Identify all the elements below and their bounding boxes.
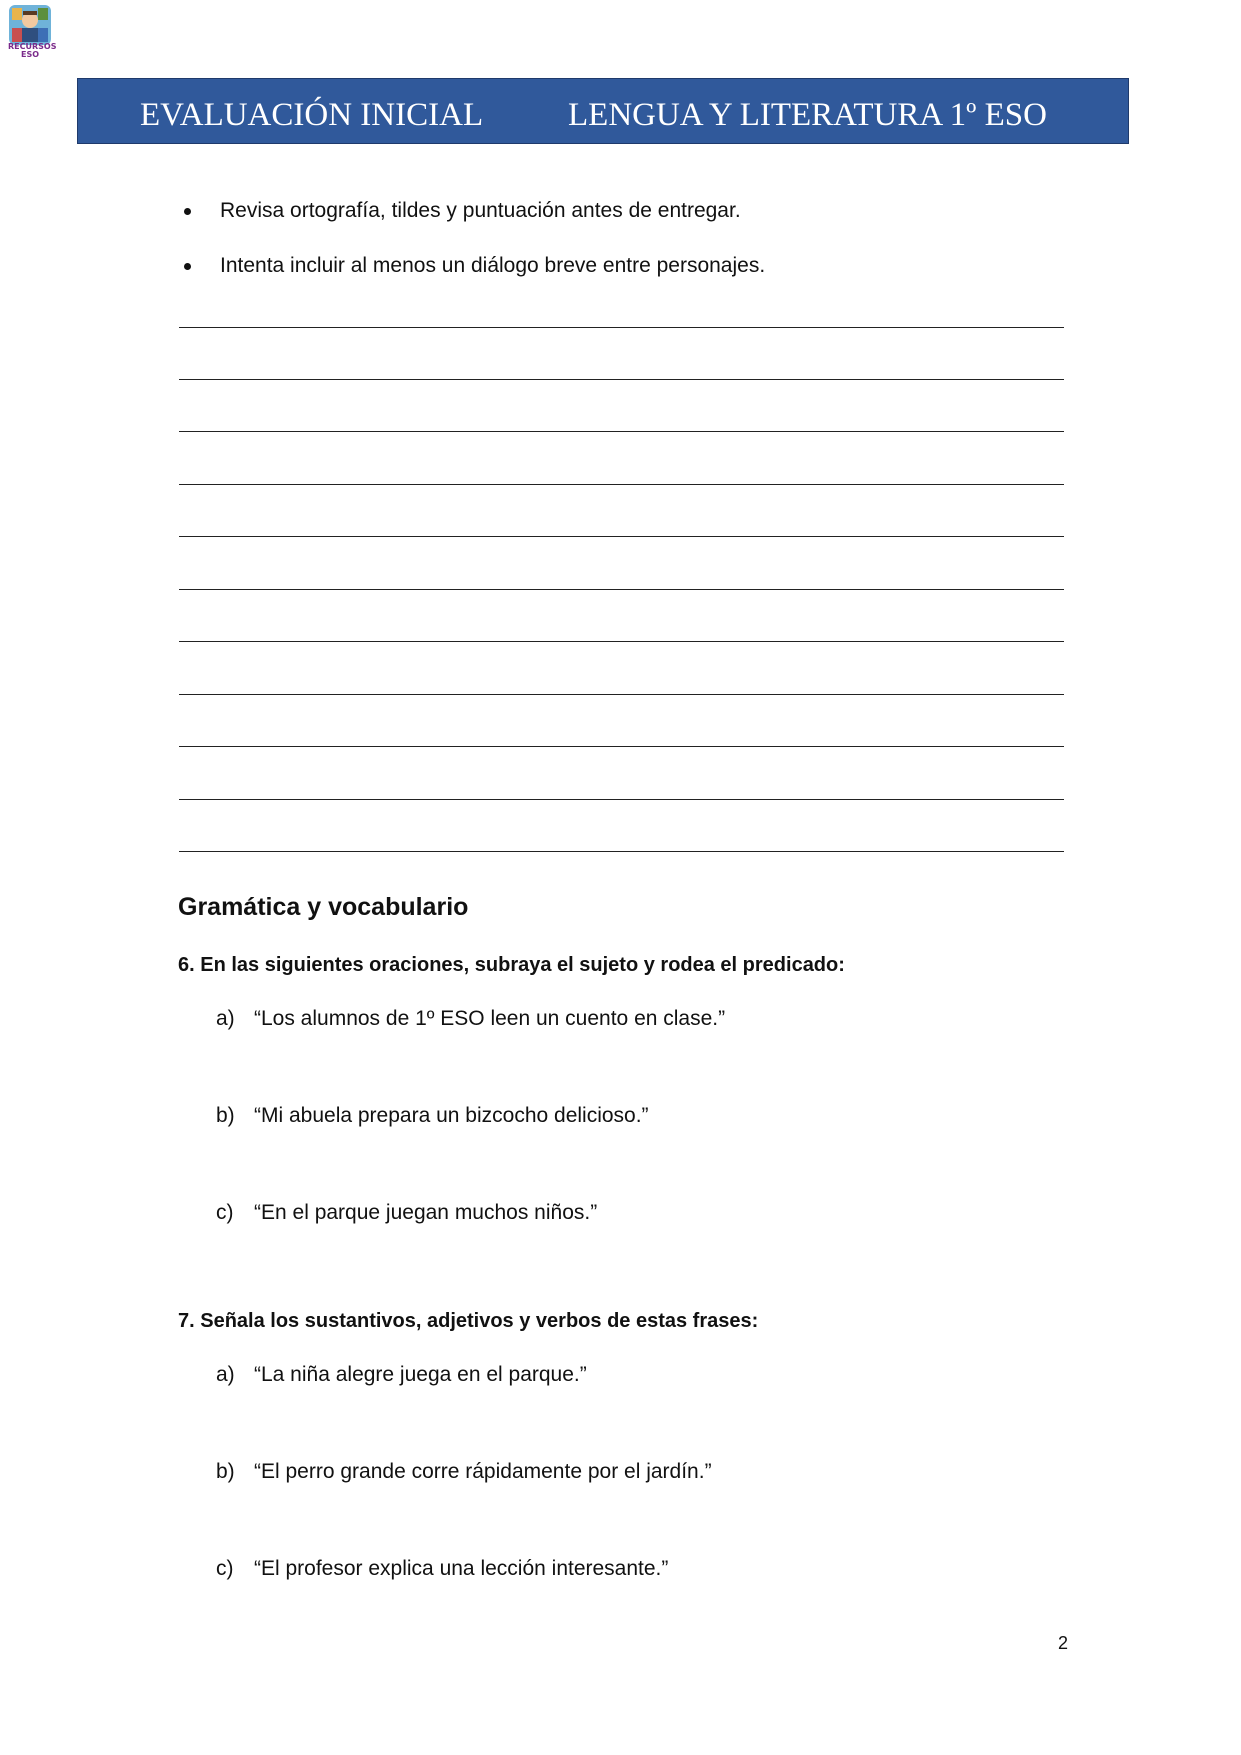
writing-line bbox=[179, 379, 1064, 380]
page-number: 2 bbox=[1058, 1633, 1069, 1653]
bullet-dot-icon bbox=[184, 208, 191, 215]
writing-line bbox=[179, 694, 1064, 695]
writing-line bbox=[179, 589, 1064, 590]
question-7-item: a) “La niña alegre juega en el parque.” bbox=[216, 1363, 587, 1386]
writing-line bbox=[179, 851, 1064, 852]
writing-line bbox=[179, 431, 1064, 432]
question-6-item: b) “Mi abuela prepara un bizcocho delicioso.” bbox=[216, 1104, 649, 1127]
header-banner bbox=[77, 78, 1129, 144]
header-title-left: EVALUACIÓN INICIAL bbox=[140, 97, 484, 133]
header-title-right: LENGUA Y LITERATURA 1º ESO bbox=[568, 97, 1047, 133]
writing-line bbox=[179, 327, 1064, 328]
question-6-item: a) “Los alumnos de 1º ESO leen un cuento en clase.” bbox=[216, 1007, 726, 1030]
bullet-dot-icon bbox=[184, 263, 191, 270]
section-title: Gramática y vocabulario bbox=[178, 893, 469, 921]
question-7-item: c) “El profesor explica una lección interesante.” bbox=[216, 1557, 669, 1580]
writing-line bbox=[179, 536, 1064, 537]
writing-line bbox=[179, 641, 1064, 642]
question-6-prompt: 6. En las siguientes oraciones, subraya el sujeto y rodea el predicado: bbox=[178, 954, 845, 976]
writing-line bbox=[179, 484, 1064, 485]
logo-text: RECURSOS ESO bbox=[8, 42, 57, 59]
question-7-item: b) “El perro grande corre rápidamente por el jardín.” bbox=[216, 1460, 712, 1483]
instruction-bullet: Revisa ortografía, tildes y puntuación antes de entregar. bbox=[220, 199, 741, 223]
question-6-item: c) “En el parque juegan muchos niños.” bbox=[216, 1201, 598, 1224]
instruction-bullet: Intenta incluir al menos un diálogo breve entre personajes. bbox=[220, 254, 765, 278]
writing-line bbox=[179, 746, 1064, 747]
question-7-prompt: 7. Señala los sustantivos, adjetivos y verbos de estas frases: bbox=[178, 1310, 759, 1332]
writing-line bbox=[179, 799, 1064, 800]
